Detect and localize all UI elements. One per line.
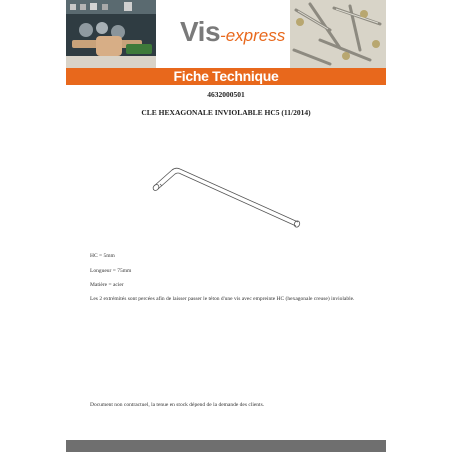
spec-hc: HC = 5mm <box>90 253 115 259</box>
logo-brand-text: Vis <box>180 16 221 47</box>
hex-key-drawing <box>146 158 306 238</box>
header <box>66 0 386 68</box>
header-photo-tools <box>66 0 156 68</box>
spec-material: Matière = acier <box>90 282 124 288</box>
spec-description: Les 2 extrémités sont percées afin de laisser passer le téton d'une vis avec empreinte HC (hexagonale creuse) inviolable. <box>90 296 355 302</box>
screws-photo-image <box>290 0 386 68</box>
footer-bar <box>66 440 386 452</box>
product-title: CLE HEXAGONALE INVIOLABLE HC5 (11/2014) <box>141 108 311 117</box>
band-title: Fiche Technique <box>173 68 279 84</box>
fiche-technique-band <box>66 68 386 85</box>
spec-length: Longueur = 75mm <box>90 268 132 274</box>
header-photo-screws <box>290 0 386 68</box>
vis-express-logo[interactable] <box>180 16 285 48</box>
tools-photo-image <box>66 0 156 68</box>
hex-key-image <box>146 158 306 238</box>
logo-suffix-text: -express <box>220 26 286 45</box>
technical-sheet <box>66 0 386 452</box>
product-reference: 4632000501 <box>207 90 245 99</box>
disclaimer: Document non contractuel, la tenue en stock dépend de la demande des clients. <box>90 402 265 408</box>
